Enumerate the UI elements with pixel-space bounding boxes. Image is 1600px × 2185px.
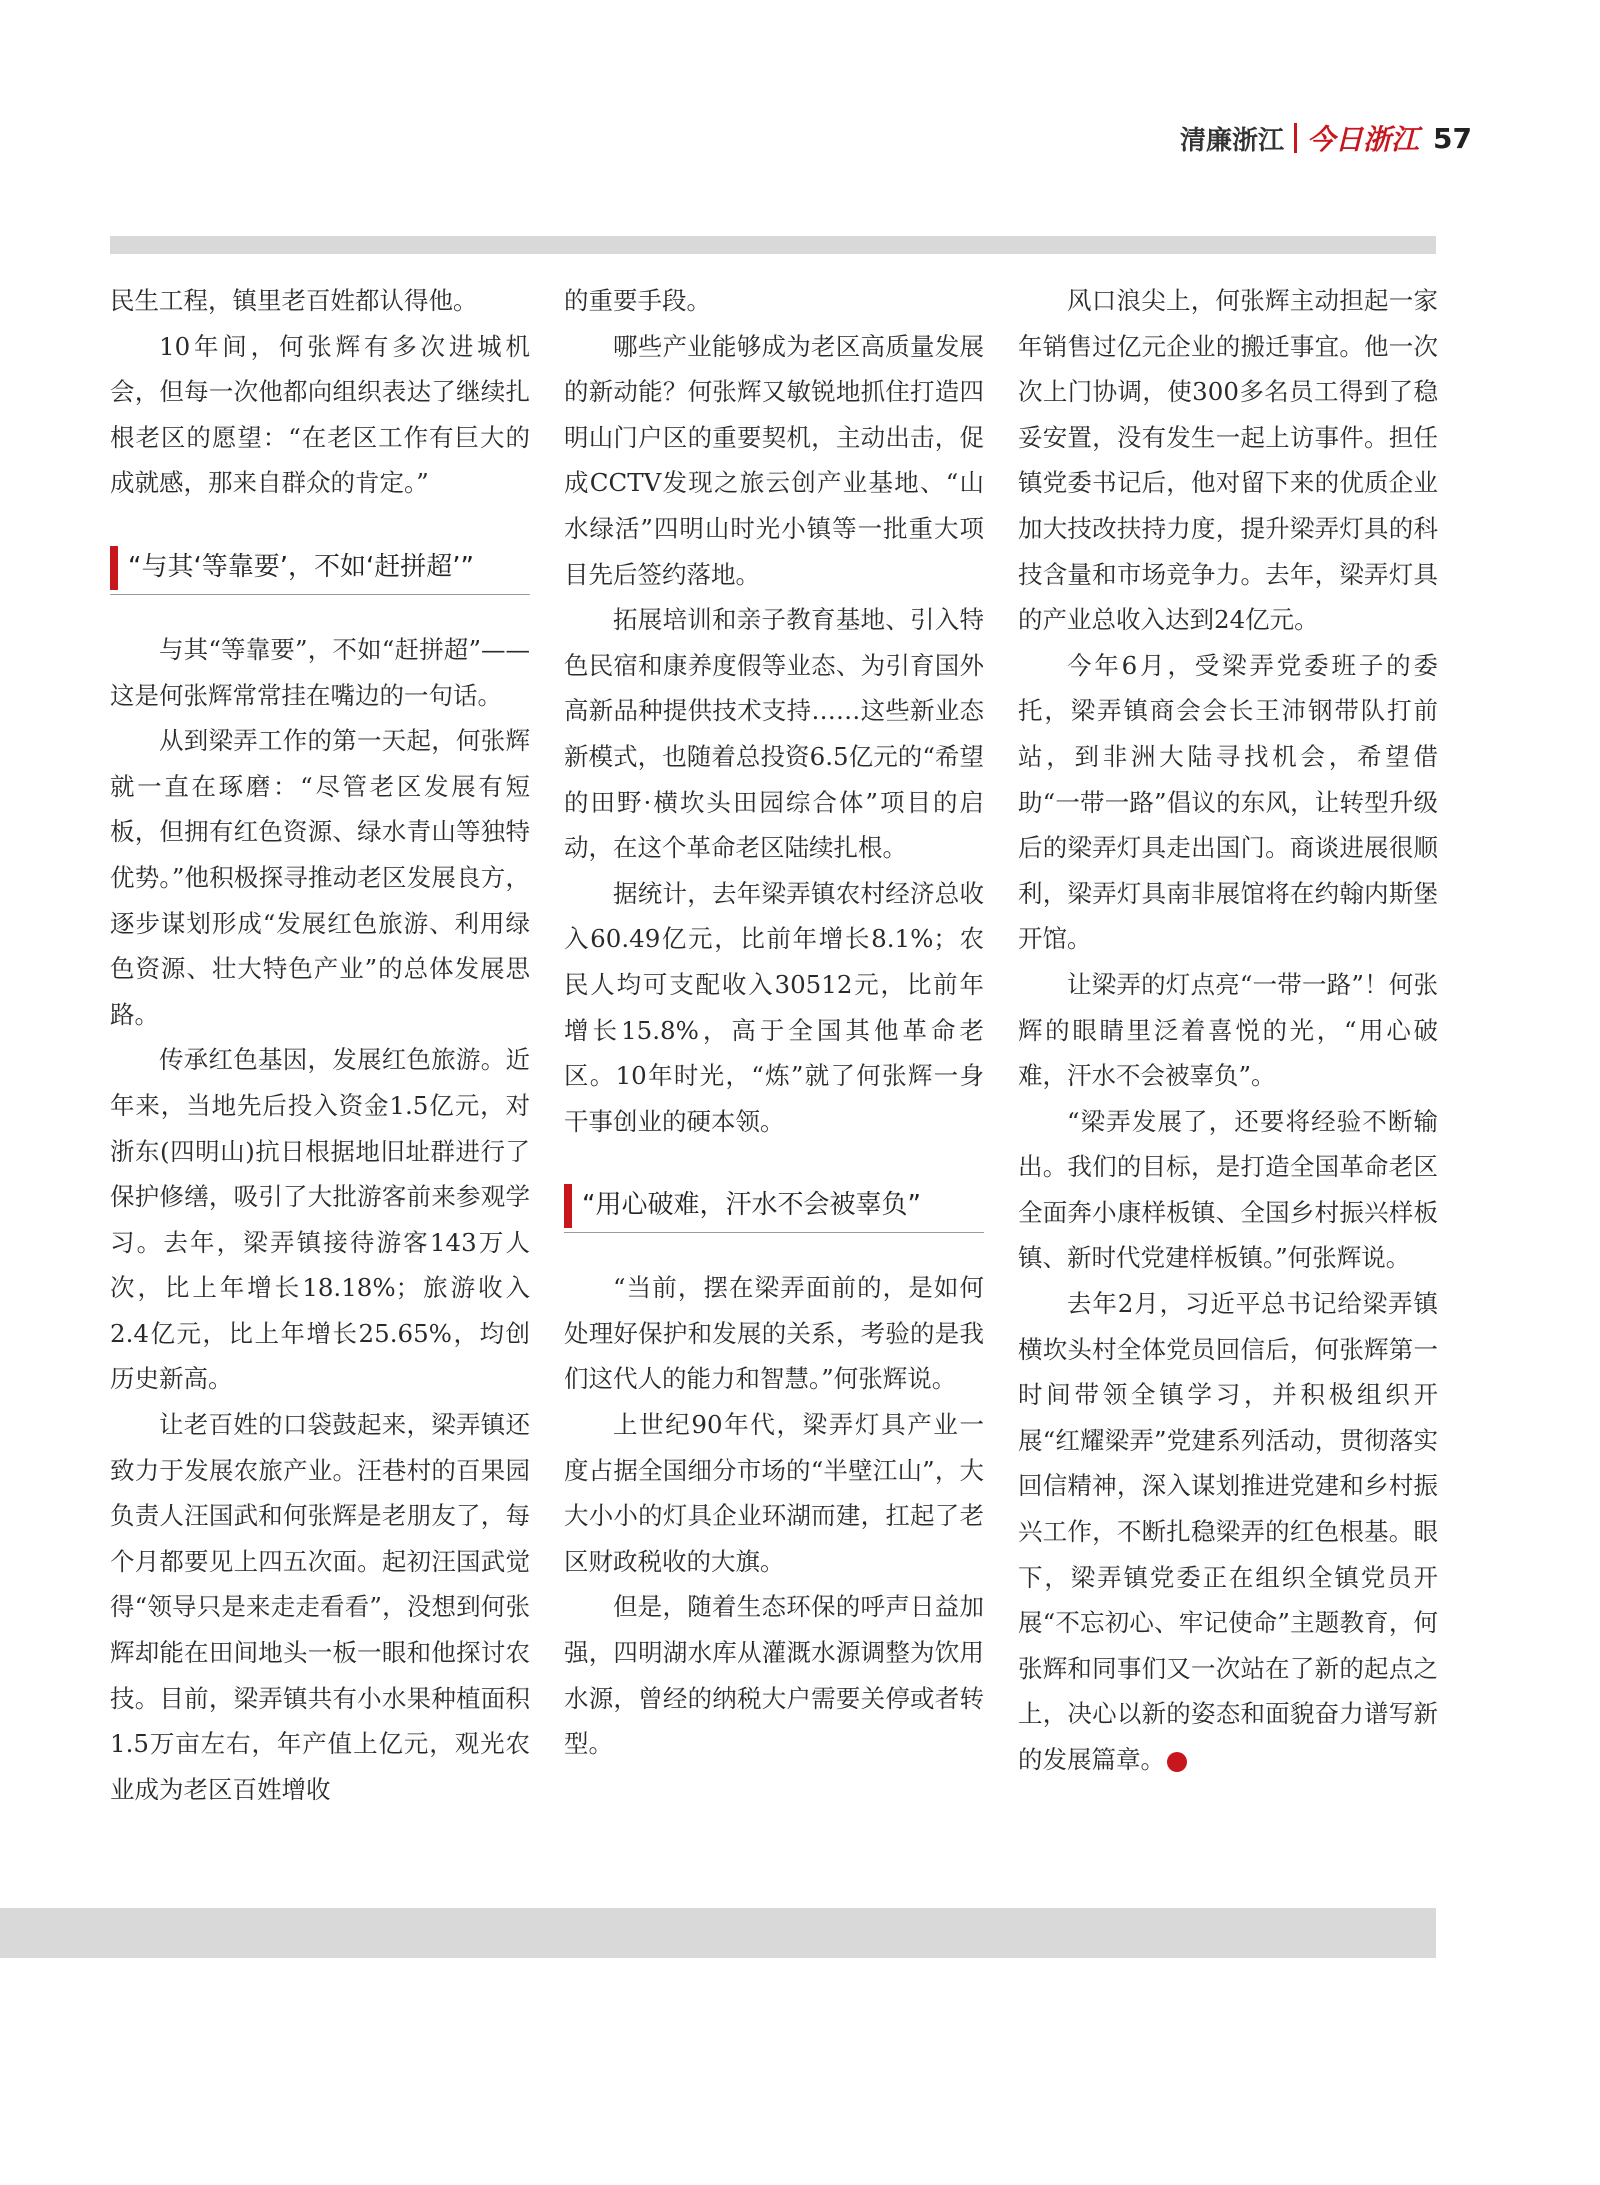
- paragraph: 哪些产业能够成为老区高质量发展的新动能？何张辉又敏锐地抓住打造四明山门户区的重要契机，主动出击，促成CCTV发现之旅云创产业基地、“山水绿活”四明山时光小镇等一批重大项目先后签约落地。: [564, 331, 984, 589]
- header-divider: [1294, 123, 1297, 153]
- section-title: 清廉浙江: [1180, 125, 1285, 156]
- paragraph: [1018, 1281, 1438, 1783]
- paragraph: 上世纪90年代，梁弄灯具产业一度占据全国细分市场的“半壁江山”，大大小小的灯具企业环湖而建，扛起了老区财政税收的大旗。: [564, 1410, 984, 1576]
- subheading-text: “用心破难，汗水不会被辜负”: [582, 1190, 921, 1221]
- page-number: 57: [1433, 121, 1472, 155]
- paragraph: “梁弄发展了，还要将经验不断输出。我们的目标，是打造全国革命老区全面奔小康样板镇、全国乡村振兴样板镇、新时代党建样板镇。”何张辉说。: [1018, 1106, 1438, 1273]
- paragraph: 让老百姓的口袋鼓起来，梁弄镇还致力于发展农旅产业。汪巷村的百果园负责人汪国武和何张辉是老朋友了，每个月都要见上四五次面。起初汪国武觉得“领导只是来走走看看”，没想到何张辉却能在田间地头一板一眼和他探讨农技。目前，梁弄镇共有小水果种植面积1.5万亩左右，年产值上亿元，观光农业成为老区百姓增收: [110, 1410, 530, 1804]
- subheading-marker: [564, 1184, 572, 1228]
- paragraph: 从到梁弄工作的第一天起，何张辉就一直在琢磨：“尽管老区发展有短板，但拥有红色资源、绿水青山等独特优势。”他积极探寻推动老区发展良方，逐步谋划形成“发展红色旅游、利用绿色资源、壮大特色产业”的总体发展思路。: [110, 726, 530, 1029]
- paragraph: 传承红色基因，发展红色旅游。近年来，当地先后投入资金1.5亿元，对浙东(四明山)抗日根据地旧址群进行了保护修缮，吸引了大批游客前来参观学习。去年，梁弄镇接待游客143万人次，比上年增长18.18%；旅游收入2.4亿元，比上年增长25.65%，均创历史新高。: [110, 1045, 530, 1394]
- paragraph: “当前，摆在梁弄面前的，是如何处理好保护和发展的关系，考验的是我们这代人的能力和智慧。”何张辉说。: [564, 1273, 984, 1394]
- paragraph: 与其“等靠要”，不如“赶拼超”——这是何张辉常常挂在嘴边的一句话。: [110, 634, 530, 710]
- subheading: [110, 542, 530, 595]
- paragraph: 民生工程，镇里老百姓都认得他。: [110, 286, 478, 315]
- paragraph-text: 去年2月，习近平总书记给梁弄镇横坎头村全体党员回信后，何张辉第一时间带领全镇学习，并积极组织开展“红耀梁弄”党建系列活动，贯彻落实回信精神，深入谋划推进党建和乡村振兴工作，不断扎稳梁弄的红色根基。眼下，梁弄镇党委正在组织全镇党员开展“不忘初心、牢记使命”主题教育，何张辉和同事们又一次站在了新的起点之上，决心以新的姿态和面貌奋力谱写新的发展篇章。: [1018, 1289, 1438, 1774]
- paragraph: 让梁弄的灯点亮“一带一路”！何张辉的眼睛里泛着喜悦的光，“用心破难，汗水不会被辜负”。: [1018, 969, 1438, 1091]
- paragraph: 的重要手段。: [564, 286, 711, 315]
- bottom-decorative-band: [0, 1908, 1436, 1958]
- subheading: [564, 1180, 984, 1233]
- subheading-text: “与其‘等靠要’，不如‘赶拼超’”: [128, 552, 474, 583]
- column-3: [1018, 278, 1438, 1783]
- article-end-icon: 今: [1167, 1752, 1187, 1772]
- paragraph: 风口浪尖上，何张辉主动担起一家年销售过亿元企业的搬迁事宜。他一次次上门协调，使300多名员工得到了稳妥安置，没有发生一起上访事件。担任镇党委书记后，他对留下来的优质企业加大技改扶持力度，提升梁弄灯具的科技含量和市场竞争力。去年，梁弄灯具的产业总收入达到24亿元。: [1018, 286, 1438, 635]
- subheading-marker: [110, 546, 118, 590]
- paragraph: 拓展培训和亲子教育基地、引入特色民宿和康养度假等业态、为引育国外高新品种提供技术支持……这些新业态新模式，也随着总投资6.5亿元的“希望的田野·横坎头田园综合体”项目的启动，在这个革命老区陆续扎根。: [564, 605, 984, 863]
- paragraph: 10年间，何张辉有多次进城机会，但每一次他都向组织表达了继续扎根老区的愿望：“在老区工作有巨大的成就感，那来自群众的肯定。”: [110, 331, 530, 498]
- paragraph: 但是，随着生态环保的呼声日益加强，四明湖水库从灌溉水源调整为饮用水源，曾经的纳税大户需要关停或者转型。: [564, 1592, 984, 1759]
- column-1: [110, 278, 530, 1812]
- page-header: [1180, 118, 1472, 158]
- column-2: [564, 278, 984, 1767]
- paragraph: 今年6月，受梁弄党委班子的委托，梁弄镇商会会长王沛钢带队打前站，到非洲大陆寻找机会，希望借助“一带一路”倡议的东风，让转型升级后的梁弄灯具走出国门。商谈进展很顺利，梁弄灯具南非展馆将在约翰内斯堡开馆。: [1018, 650, 1438, 954]
- top-decorative-band: [110, 236, 1436, 254]
- paragraph: 据统计，去年梁弄镇农村经济总收入60.49亿元，比前年增长8.1%；农民人均可支配收入30512元，比前年增长15.8%，高于全国其他革命老区。10年时光，“炼”就了何张辉一身干事创业的硬本领。: [564, 878, 984, 1136]
- magazine-logo: 今日浙江: [1307, 123, 1420, 156]
